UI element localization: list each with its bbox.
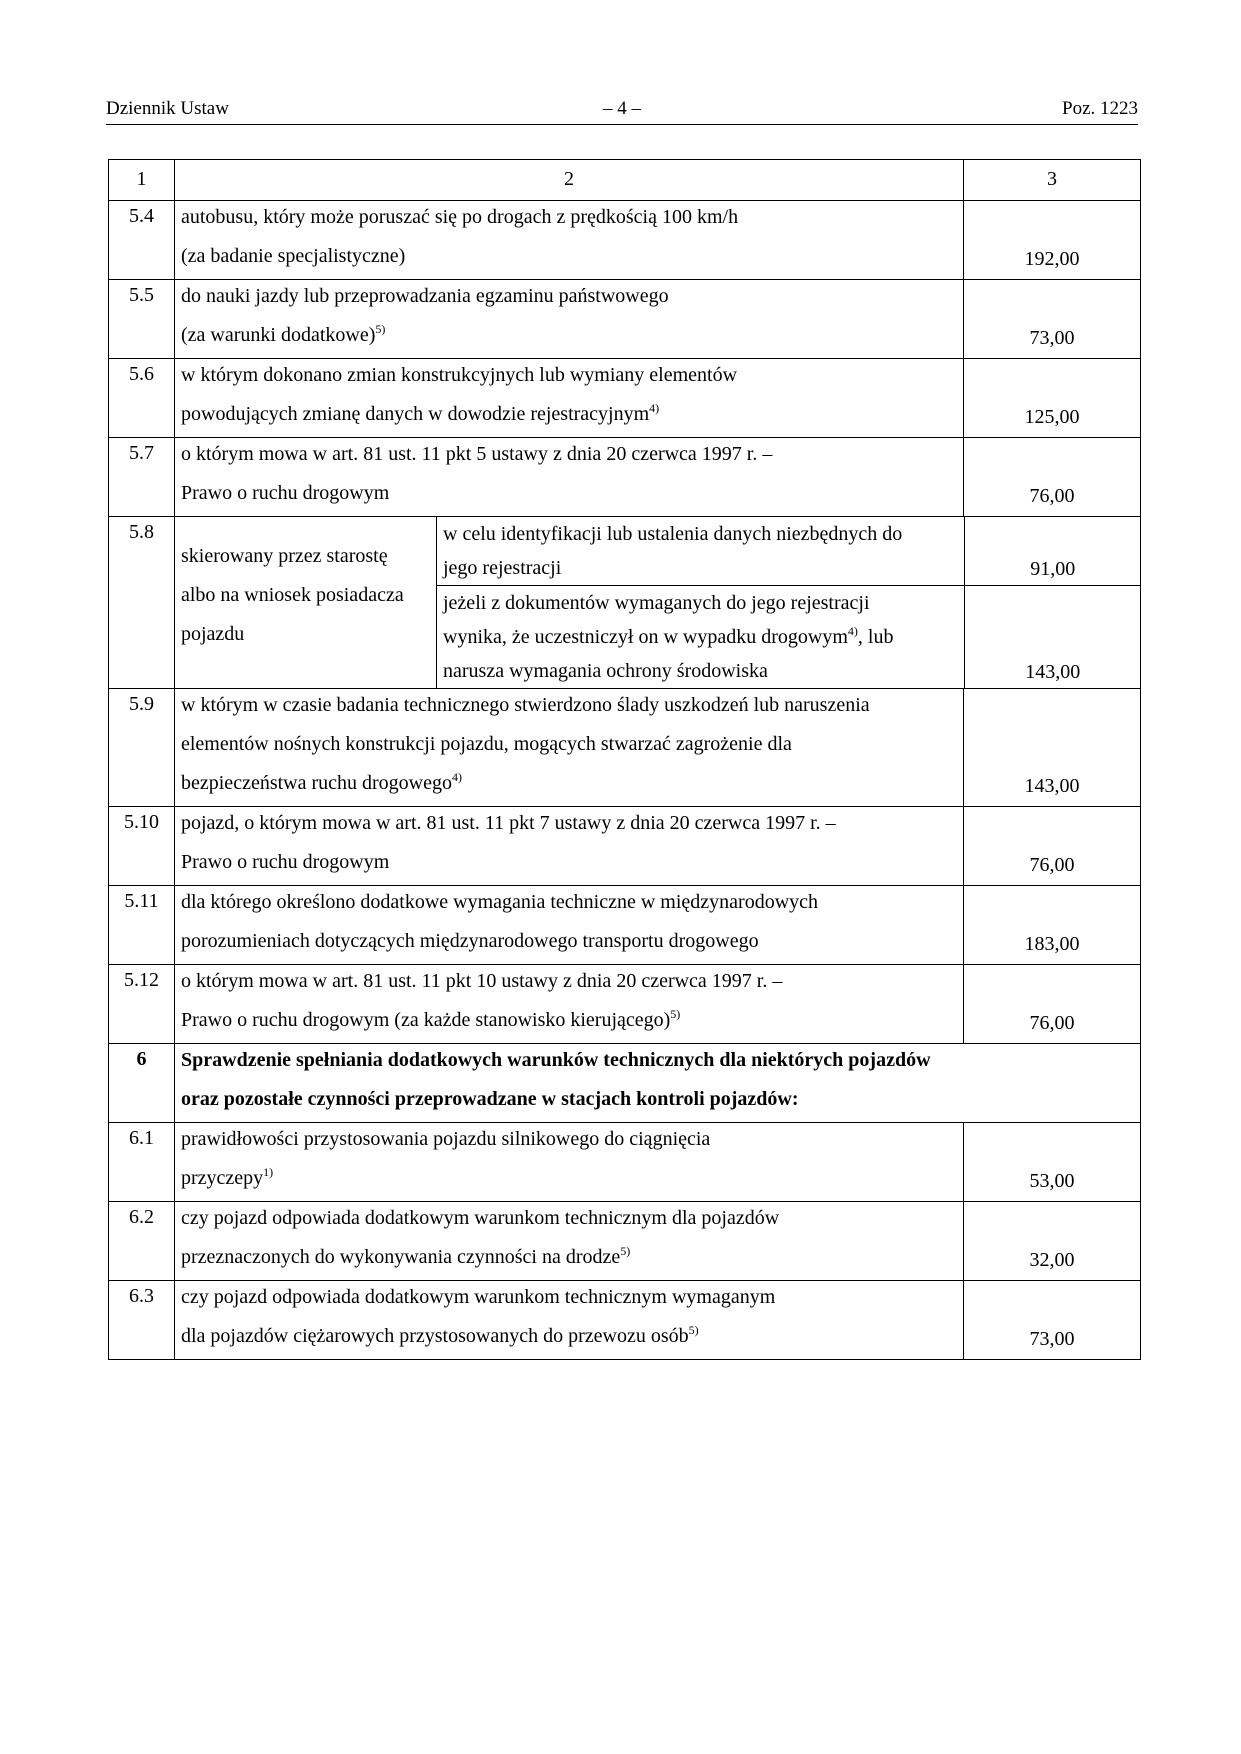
row-number: 5.4	[109, 201, 175, 280]
description-text: powodujących zmianę danych w dowodzie rejestracyjnym	[181, 403, 650, 425]
column-header: 2	[175, 160, 964, 201]
table-row	[109, 886, 1141, 965]
table-row	[109, 438, 1141, 517]
row-description	[175, 1123, 964, 1202]
description-text: bezpieczeństwa ruchu drogowego	[181, 772, 452, 794]
row-description	[175, 280, 964, 359]
sub-items-table	[437, 517, 1141, 688]
description-line	[181, 1162, 957, 1201]
row-fee: 53,00	[964, 1123, 1141, 1202]
footnote-ref: 5)	[688, 1323, 699, 1337]
description-line	[181, 1241, 957, 1280]
row-number: 6.1	[109, 1123, 175, 1202]
description-line: o którym mowa w art. 81 ust. 11 pkt 5 ustawy z dnia 20 czerwca 1997 r. –	[181, 443, 773, 465]
description-text: przyczepy	[181, 1167, 264, 1189]
table-row	[109, 1281, 1141, 1360]
row-description	[175, 1281, 964, 1360]
description-line: autobusu, który może poruszać się po drogach z prędkością 100 km/h	[181, 206, 739, 228]
description-text: dla pojazdów ciężarowych przystosowanych do przewozu osób	[181, 1325, 689, 1347]
heading-line: Sprawdzenie spełniania dodatkowych warunków technicznych dla niektórych pojazdów	[181, 1049, 931, 1071]
table-row	[109, 1123, 1141, 1202]
table-row	[109, 965, 1141, 1044]
column-header: 3	[964, 160, 1141, 201]
row-fee: 143,00	[964, 586, 1141, 689]
description-line: (za badanie specjalistyczne)	[181, 245, 406, 267]
description-text: przeznaczonych do wykonywania czynności na drodze	[181, 1246, 621, 1268]
row-number: 5.5	[109, 280, 175, 359]
page-number: – 4 –	[603, 98, 641, 119]
row-fee: 143,00	[964, 689, 1141, 807]
row-fee: 76,00	[964, 965, 1141, 1044]
row-fee: 32,00	[964, 1202, 1141, 1281]
row-number: 6.2	[109, 1202, 175, 1281]
table-row	[109, 517, 1141, 689]
section-number: 6	[109, 1044, 175, 1123]
row-number: 5.11	[109, 886, 175, 965]
row-fee: 91,00	[964, 517, 1141, 586]
description-line: elementów nośnych konstrukcji pojazdu, mogących stwarzać zagrożenie dla	[181, 733, 792, 755]
row-number: 5.7	[109, 438, 175, 517]
row-description	[175, 807, 964, 886]
description-line: czy pojazd odpowiada dodatkowym warunkom technicznym dla pojazdów	[181, 1207, 780, 1229]
table-row	[109, 280, 1141, 359]
description-text: , lub	[857, 626, 894, 648]
sub-row	[437, 586, 1141, 689]
section-heading-row	[109, 1044, 1141, 1123]
row-fee: 73,00	[964, 280, 1141, 359]
description-line: skierowany przez starostę	[181, 545, 388, 567]
table-row	[109, 201, 1141, 280]
description-line: w którym w czasie badania technicznego stwierdzono ślady uszkodzeń lub naruszenia	[181, 694, 870, 716]
description-line: do nauki jazdy lub przeprowadzania egzaminu państwowego	[181, 285, 669, 307]
description-line	[181, 398, 957, 437]
description-line	[181, 1004, 957, 1043]
description-line: dla którego określono dodatkowe wymagania techniczne w międzynarodowych	[181, 891, 819, 913]
row-fee: 76,00	[964, 438, 1141, 517]
row-description	[175, 689, 964, 807]
description-line: w celu identyfikacji lub ustalenia danych niezbędnych do	[443, 523, 903, 545]
description-line: narusza wymagania ochrony środowiska	[443, 660, 768, 682]
description-line: prawidłowości przystosowania pojazdu silnikowego do ciągnięcia	[181, 1128, 711, 1150]
description-line: pojazdu	[181, 623, 245, 645]
column-header: 1	[109, 160, 175, 201]
description-text: wynika, że uczestniczył on w wypadku drogowym	[443, 626, 848, 648]
description-line: albo na wniosek posiadacza	[181, 584, 404, 606]
table-row	[109, 1202, 1141, 1281]
footnote-ref: 4)	[847, 624, 858, 638]
row-fee: 76,00	[964, 807, 1141, 886]
footnote-ref: 1)	[263, 1165, 274, 1179]
table-row	[109, 359, 1141, 438]
row-number: 5.9	[109, 689, 175, 807]
row-description	[175, 965, 964, 1044]
row-fee: 73,00	[964, 1281, 1141, 1360]
sub-items	[437, 517, 1141, 689]
description-text: Prawo o ruchu drogowym (za każde stanowisko kierującego)	[181, 1009, 671, 1031]
page-header	[106, 98, 1138, 125]
row-description	[175, 886, 964, 965]
description-line: czy pojazd odpowiada dodatkowym warunkom technicznym wymaganym	[181, 1286, 776, 1308]
description-line: jeżeli z dokumentów wymaganych do jego rejestracji	[443, 592, 870, 614]
description-line: o którym mowa w art. 81 ust. 11 pkt 10 ustawy z dnia 20 czerwca 1997 r. –	[181, 970, 783, 992]
footnote-ref: 5)	[670, 1007, 681, 1021]
description-line	[181, 767, 957, 806]
sub-description	[437, 517, 964, 586]
description-line: w którym dokonano zmian konstrukcyjnych lub wymiany elementów	[181, 364, 738, 386]
row-description	[175, 359, 964, 438]
row-description	[175, 1202, 964, 1281]
footnote-ref: 5)	[620, 1244, 631, 1258]
row-description	[175, 517, 437, 689]
row-number: 5.6	[109, 359, 175, 438]
journal-title: Dziennik Ustaw	[106, 98, 229, 119]
footnote-ref: 4)	[452, 770, 462, 784]
description-line: jego rejestracji	[443, 557, 562, 579]
description-line: Prawo o ruchu drogowym	[181, 851, 390, 873]
row-fee: 192,00	[964, 201, 1141, 280]
row-fee: 125,00	[964, 359, 1141, 438]
description-line	[443, 620, 958, 654]
sub-row	[437, 517, 1141, 586]
description-line: porozumieniach dotyczących międzynarodowego transportu drogowego	[181, 930, 759, 952]
row-number: 5.10	[109, 807, 175, 886]
row-fee: 183,00	[964, 886, 1141, 965]
section-heading	[175, 1044, 1141, 1123]
description-line	[181, 1320, 957, 1359]
row-number: 5.8	[109, 517, 175, 689]
row-description	[175, 438, 964, 517]
row-description	[175, 201, 964, 280]
description-line	[181, 319, 957, 358]
table-header-row	[109, 160, 1141, 201]
sub-description	[437, 586, 964, 689]
position-number: Poz. 1223	[1062, 98, 1138, 119]
footnote-ref: 4)	[649, 401, 660, 415]
table-row	[109, 689, 1141, 807]
row-number: 6.3	[109, 1281, 175, 1360]
description-text: (za warunki dodatkowe)	[181, 324, 376, 346]
description-line: Prawo o ruchu drogowym	[181, 482, 390, 504]
footnote-ref: 5)	[375, 322, 386, 336]
table-row	[109, 807, 1141, 886]
fees-table	[108, 159, 1141, 1360]
row-number: 5.12	[109, 965, 175, 1044]
description-line: pojazd, o którym mowa w art. 81 ust. 11 pkt 7 ustawy z dnia 20 czerwca 1997 r. –	[181, 812, 836, 834]
heading-line: oraz pozostałe czynności przeprowadzane w stacjach kontroli pojazdów:	[181, 1088, 799, 1110]
